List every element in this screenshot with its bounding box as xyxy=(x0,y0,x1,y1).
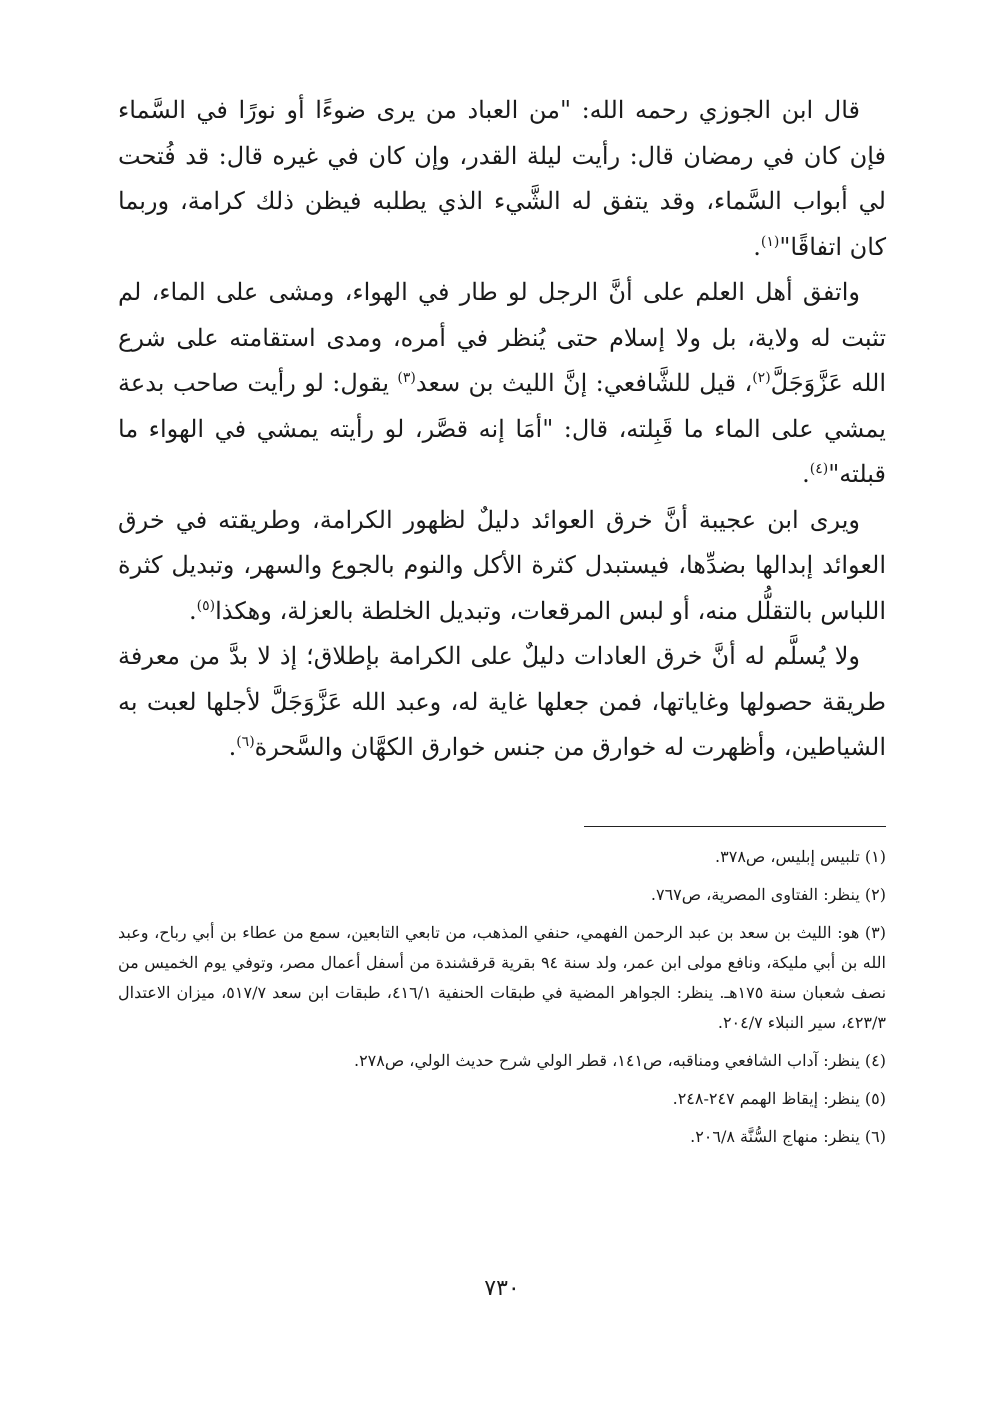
footnote-item xyxy=(118,880,886,910)
footnote-ref[interactable]: (٦) xyxy=(236,734,255,750)
honorific-phrase: عَزَّوَجَلَّ xyxy=(269,687,343,716)
footnote-item xyxy=(118,918,886,1038)
paragraph-text: . xyxy=(753,232,761,261)
paragraph-text: يقول: لو رأيت صاحب بدعة يمشي على الماء ما قَبِلته، قال: "أمَا إنه قصَّر، لو رأيته يمشي في الهواء ما قبلته" xyxy=(118,369,886,488)
footnote-text: ينظر: الفتاوى المصرية، ص٧٦٧. xyxy=(650,885,860,904)
paragraph-text: قال ابن الجوزي xyxy=(688,96,860,124)
footnote-text: ينظر: آداب الشافعي ومناقبه، ص١٤١، قطر الولي شرح حديث الولي، ص٢٧٨. xyxy=(353,1051,860,1070)
footnote-item xyxy=(118,1122,886,1152)
footnote-ref[interactable]: (١) xyxy=(760,233,780,250)
paragraph xyxy=(118,270,886,498)
paragraph-text: : "من العباد من يرى ضوءًا أو نورًا في السَّماء فإن كان في رمضان قال: رأيت ليلة القدر، وإن كان في غيره قال: قد فُتحت لي أبواب السَّماء، وقد يتفق له الشَّيء الذي يطلبه فيظن ذلك كرامة، وربما كان اتفاقًا" xyxy=(118,96,886,261)
paragraph-text: . xyxy=(802,460,810,488)
paragraph-text: لأجلها لعبت به الشياطين، وأظهرت له خوارق من جنس خوارق الكهَّان والسَّحرة xyxy=(118,687,886,761)
paragraph-text: ، قيل للشَّافعي: إنَّ الليث بن سعد xyxy=(415,369,753,397)
footnote-ref[interactable]: (٢) xyxy=(752,370,771,386)
paragraph xyxy=(118,88,886,270)
paragraph-text: ويرى ابن عجيبة أنَّ خرق العوائد دليلٌ لظهور الكرامة، وطريقته في خرق العوائد إبدالها بضدِّها، فيستبدل كثرة الأكل والنوم بالجوع والسهر، وتبديل كثرة اللباس بالتقلُّل منه، أو لبس المرقعات، وتبديل الخلطة بالعزلة، وهكذا xyxy=(118,505,886,625)
footnote-item xyxy=(118,1046,886,1076)
footnote-number: (٢) xyxy=(864,885,886,904)
footnote-divider xyxy=(584,826,886,827)
paragraph-text: واتفق أهل العلم على أنَّ الرجل لو طار في الهواء، ومشى على الماء، لم تثبت له ولاية، بل ولا إسلام حتى يُنظر في أمره، ومدى استقامته على شرع الله xyxy=(118,278,886,397)
footnote-number: (٤) xyxy=(864,1051,886,1070)
footnote-text: هو: الليث بن سعد بن عبد الرحمن الفهمي، حنفي المذهب، من تابعي التابعين، سمع من عطاء بن أبي رباح، وعبد الله بن أبي مليكة، ونافع مولى ابن عمر، ولد سنة ٩٤ بقرية قرقشندة من أسفل أعمال مصر، وتوفي يوم الخميس من نصف شعبان سنة ١٧٥هـ. ينظر: الجواهر المضية في طبقات الحنفية ٤١٦/١، طبقات ابن سعد ٥١٧/٧، ميزان الاعتدال ٤٢٣/٣، سير النبلاء ٢٠٤/٧. xyxy=(118,923,887,1032)
footnotes-list xyxy=(118,842,886,1160)
footnote-ref[interactable]: (٤) xyxy=(809,461,829,477)
footnote-text: ينظر: إيقاظ الهمم ٢٤٧-٢٤٨. xyxy=(672,1089,860,1108)
footnote-text: تلبيس إبليس، ص٣٧٨. xyxy=(715,847,860,866)
page-number: ٧٣٠ xyxy=(484,1276,520,1301)
footnote-ref[interactable]: (٣) xyxy=(397,370,416,386)
paragraph xyxy=(118,498,886,635)
footnote-text: ينظر: منهاج السُّنَّة ٢٠٦/٨. xyxy=(690,1127,860,1146)
paragraph-text: ولا يُسلَّم له أنَّ خرق العادات دليلٌ على الكرامة بإطلاق؛ إذ لا بدَّ من معرفة طريقة حصولها وغاياتها، فمن جعلها غاية له، وعبد الله xyxy=(118,642,886,716)
honorific-phrase: رحمه الله xyxy=(589,96,689,124)
footnote-ref[interactable]: (٥) xyxy=(196,597,216,614)
footnote-number: (١) xyxy=(864,847,886,866)
main-text xyxy=(118,88,886,771)
footnote-item xyxy=(118,842,886,872)
paragraph-text: . xyxy=(188,596,197,625)
paragraph-text: . xyxy=(228,733,237,761)
footnote-number: (٥) xyxy=(864,1089,886,1108)
footnote-number: (٣) xyxy=(864,923,886,942)
footnote-item xyxy=(118,1084,886,1114)
paragraph xyxy=(118,634,886,771)
honorific-phrase: عَزَّوَجَلَّ xyxy=(770,369,843,397)
footnote-number: (٦) xyxy=(864,1127,886,1146)
